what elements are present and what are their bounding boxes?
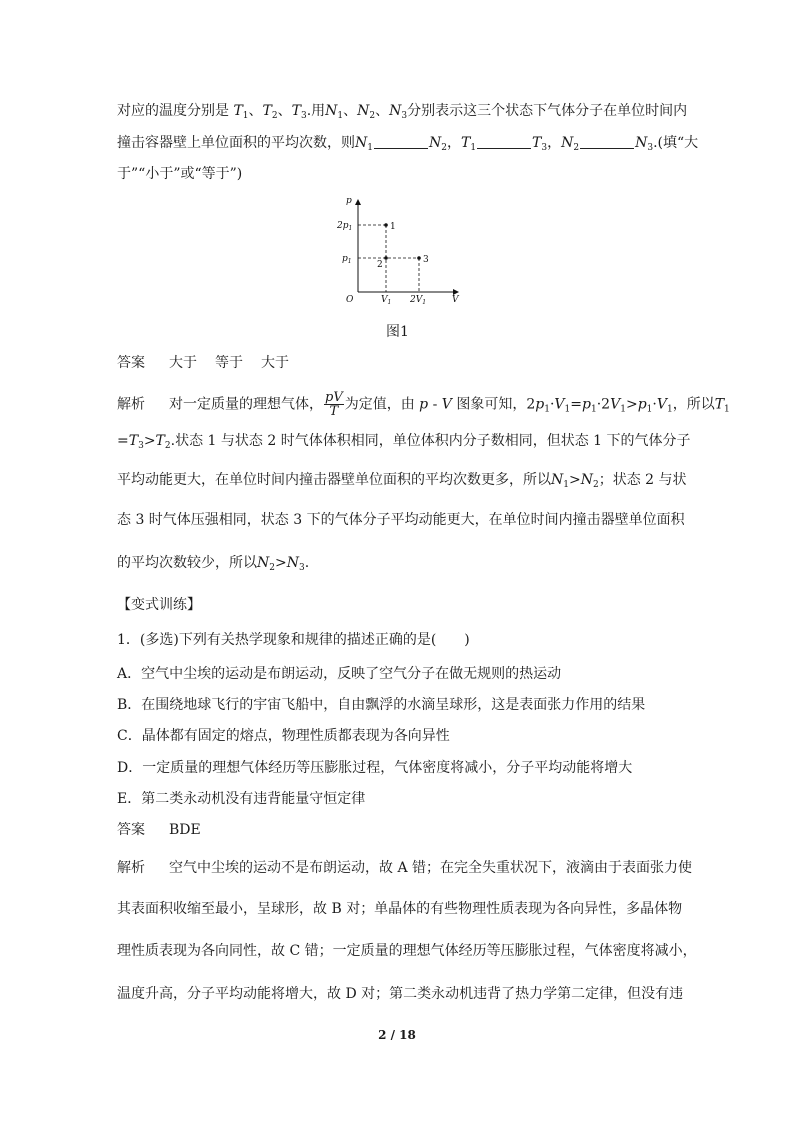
- origin-label: O: [346, 295, 354, 305]
- label-point-1: 1: [390, 222, 396, 232]
- analysis-label: 解析: [117, 396, 145, 413]
- state-point-3: [417, 256, 421, 260]
- analysis-1-line-3: 平均动能更大，在单位时间内撞击器壁单位面积的平均次数更多，所以$N_1>N_2$；状态 2 与状: [117, 472, 687, 490]
- tick-2p1: $2p_1$: [337, 221, 353, 232]
- answer-blank-1[interactable]: [374, 136, 428, 149]
- option-e: E．第二类永动机没有违背能量守恒定律: [117, 791, 366, 807]
- analysis-1-line-1: 解析 对一定质量的理想气体， $\frac{pV}{T}$ 为定值，由 p - V 图象可知，$2p_1\cdot V_1=p_1\cdot 2V_1>p_1\cdot V_1$，所以$T_1$: [117, 390, 730, 419]
- question-line-1: 对应的温度分别是 $T_1$、$T_2$、$T_3$.用$N_1$、$N_2$、$N_3$分别表示这三个状态下气体分子在单位时间内: [117, 103, 688, 121]
- analysis-1-line-5: 的平均次数较少，所以$N_2>N_3$.: [117, 555, 310, 573]
- p-axis-label: p: [346, 196, 352, 206]
- answer-blank-3[interactable]: [580, 136, 634, 149]
- answer-blank-2[interactable]: [477, 136, 531, 149]
- question-2-stem: 1．(多选)下列有关热学现象和规律的描述正确的是( ): [117, 632, 470, 648]
- pv-diagram: [336, 192, 466, 312]
- state-point-1: [384, 223, 388, 227]
- option-c: C．晶体都有固定的熔点，物理性质都表现为各向异性: [117, 728, 450, 744]
- tick-v1: $V_1$: [381, 295, 392, 306]
- option-d: D．一定质量的理想气体经历等压膨胀过程，气体密度将减小，分子平均动能将增大: [117, 760, 633, 776]
- question-line-2: 撞击容器壁上单位面积的平均次数，则$N_1$ $N_2$，$T_1$ $T_3$，$N_2$ $N_3$.(填“大: [117, 135, 699, 153]
- analysis-1-line-4: 态 3 时气体压强相同，状态 3 下的气体分子平均动能更大，在单位时间内撞击器壁单位面积: [117, 512, 685, 528]
- analysis-1-line-2: $=T_3>T_2$.状态 1 与状态 2 时气体体积相同，单位体积内分子数相同，但状态 1 下的气体分子: [117, 433, 691, 451]
- page-number: 2 / 18: [378, 1028, 416, 1042]
- option-b: B．在围绕地球飞行的宇宙飞船中，自由飘浮的水滴呈球形，这是表面张力作用的结果: [117, 697, 646, 713]
- option-a: A．空气中尘埃的运动是布朗运动，反映了空气分子在做无规则的热运动: [117, 666, 562, 682]
- analysis-2-line-2: 其表面积收缩至最小，呈球形，故 B 对；单晶体的有些物理性质表现为各向异性，多晶体物: [117, 901, 683, 917]
- answer-label: 答案: [117, 822, 145, 838]
- figure-caption: 图1: [386, 324, 409, 340]
- tick-p1: $p_1$: [342, 254, 352, 265]
- tick-2v1: $2V_1$: [410, 295, 427, 306]
- answer-2: 答案 BDE: [117, 822, 201, 838]
- state-point-2: [384, 256, 388, 260]
- v-axis-label: V: [452, 295, 459, 305]
- label-point-2: 2: [377, 260, 383, 270]
- analysis-2-line-4: 温度升高，分子平均动能将增大，故 D 对；第二类永动机违背了热力学第二定律，但没有违: [117, 986, 684, 1002]
- question-line-3: 于”“小于”或“等于”): [117, 166, 243, 182]
- analysis-label: 解析: [117, 860, 145, 876]
- section-heading: 【变式训练】: [117, 597, 201, 613]
- analysis-2-line-3: 理性质表现为各向同性，故 C 错；一定质量的理想气体经历等压膨胀过程，气体密度将减小，: [117, 943, 697, 959]
- label-point-3: 3: [423, 255, 429, 265]
- answer-label: 答案: [117, 355, 145, 371]
- fraction-pv-over-t: $\frac{pV}{T}$: [325, 390, 343, 419]
- analysis-2-line-1: 解析 空气中尘埃的运动不是布朗运动，故 A 错；在完全失重状况下，液滴由于表面张力使: [117, 860, 693, 876]
- answer-1: 答案 大于 等于 大于: [117, 355, 289, 371]
